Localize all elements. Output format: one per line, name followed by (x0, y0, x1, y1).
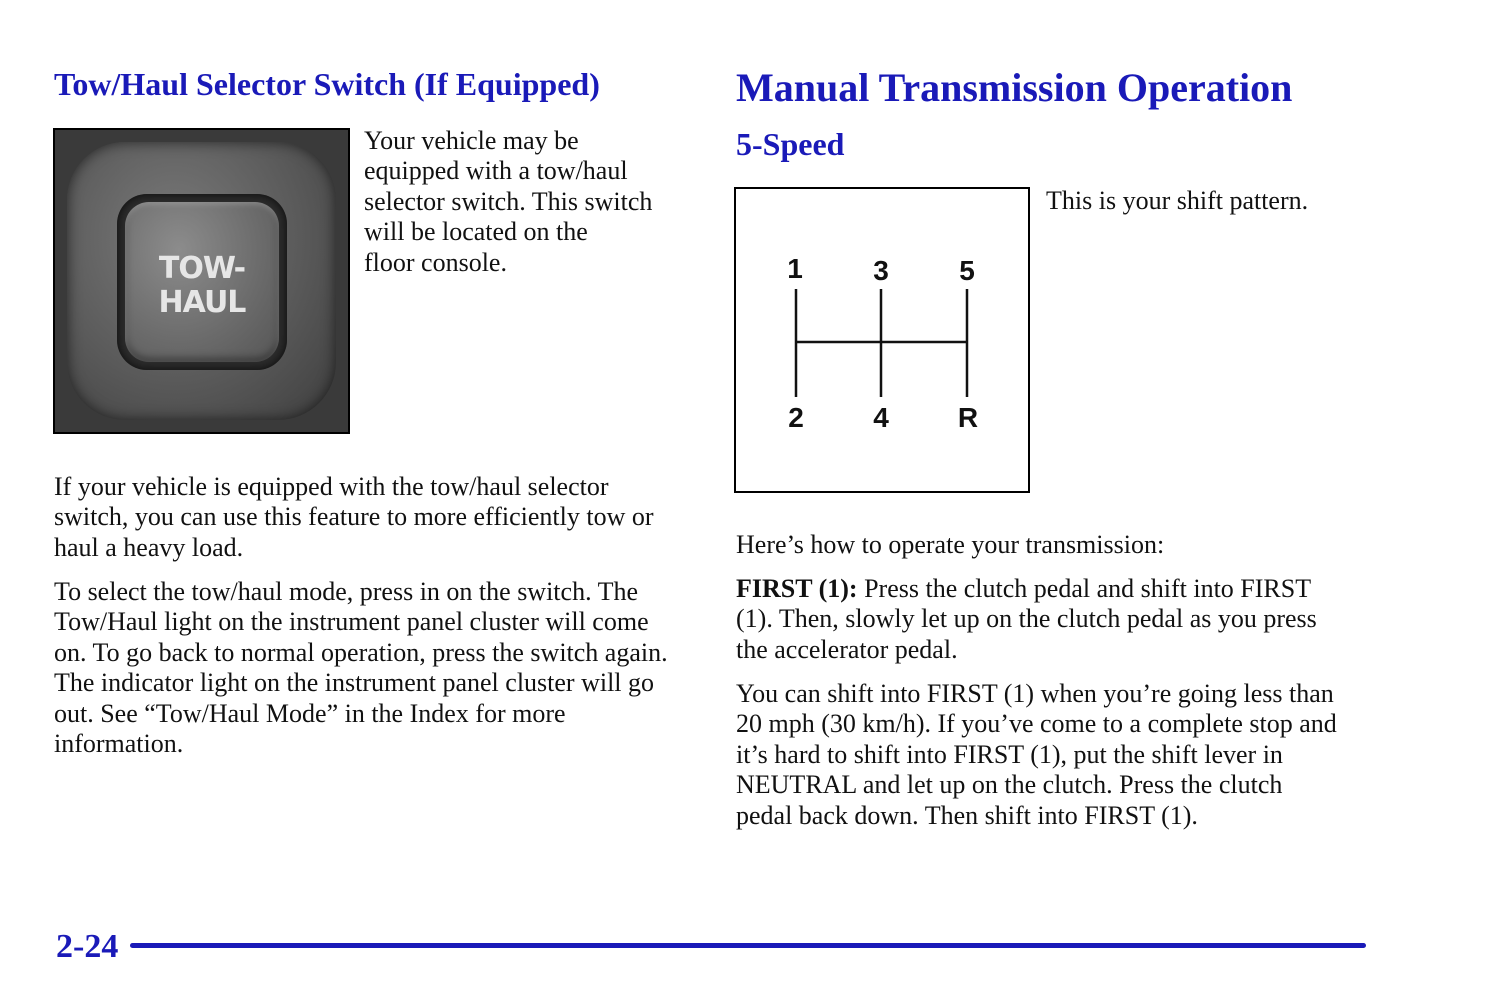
page-number: 2-24 (56, 928, 119, 965)
gear-label-2: 2 (788, 402, 804, 433)
intro-line: equipped with a tow/haul (364, 156, 628, 186)
intro-line: will be located on the (364, 217, 588, 247)
switch-label-line1: TOW- (158, 251, 246, 286)
gear-label-3: 3 (873, 255, 889, 286)
shift-pattern-caption: This is your shift pattern. (1046, 186, 1309, 215)
first-gear-text: Press the clutch pedal and shift into FIRST (1). Then, slowly let up on the clutch pedal as you press the accelerator pedal. (736, 574, 1317, 664)
switch-label-line2: HAUL (158, 285, 246, 320)
gear-label-1: 1 (787, 253, 803, 284)
gear-label-r: R (957, 402, 979, 433)
transmission-intro: Here’s how to operate your transmission: (736, 530, 1165, 559)
tow-haul-paragraph-1: If your vehicle is equipped with the tow/haul selector switch, you can use this feature to more efficiently tow or haul a heavy load. (54, 472, 654, 562)
first-gear-paragraph-2: You can shift into FIRST (1) when you’re going less than 20 mph (30 km/h). If you’ve come to a complete stop and it’s hard to shift into FIRST (1), put the shift lever in NEUTRAL and let up on the clutch. Press the clutch pedal back down. Then shift into FIRST (1). (736, 679, 1337, 830)
shift-pattern-diagram (734, 187, 1030, 493)
switch-recess (117, 194, 287, 370)
switch-bezel (67, 142, 336, 420)
footer-rule (130, 943, 1366, 948)
page-title: Manual Transmission Operation (736, 65, 1293, 110)
switch-intro-text (364, 126, 694, 278)
shift-pattern-lines (736, 189, 1028, 491)
intro-line: selector switch. This switch (364, 186, 653, 216)
gear-label-4: 4 (873, 402, 889, 433)
subheading-5-speed: 5-Speed (736, 126, 845, 162)
tow-haul-switch-image (53, 128, 350, 434)
intro-line: floor console. (364, 247, 507, 277)
first-gear-label: FIRST (1): (736, 574, 858, 603)
first-gear-paragraph (736, 574, 1336, 665)
tow-haul-button-icon (125, 202, 279, 362)
intro-line: Your vehicle may be (364, 126, 579, 155)
tow-haul-paragraph-2: To select the tow/haul mode, press in on the switch. The Tow/Haul light on the instrument panel cluster will come on. To go back to normal operation, press the switch again. The indicator light on the instrument panel cluster will go out. See “Tow/Haul Mode” in the Index for more information. (54, 577, 668, 759)
gear-label-5: 5 (959, 255, 975, 286)
switch-label (125, 252, 279, 320)
section-heading-tow-haul: Tow/Haul Selector Switch (If Equipped) (54, 66, 600, 102)
